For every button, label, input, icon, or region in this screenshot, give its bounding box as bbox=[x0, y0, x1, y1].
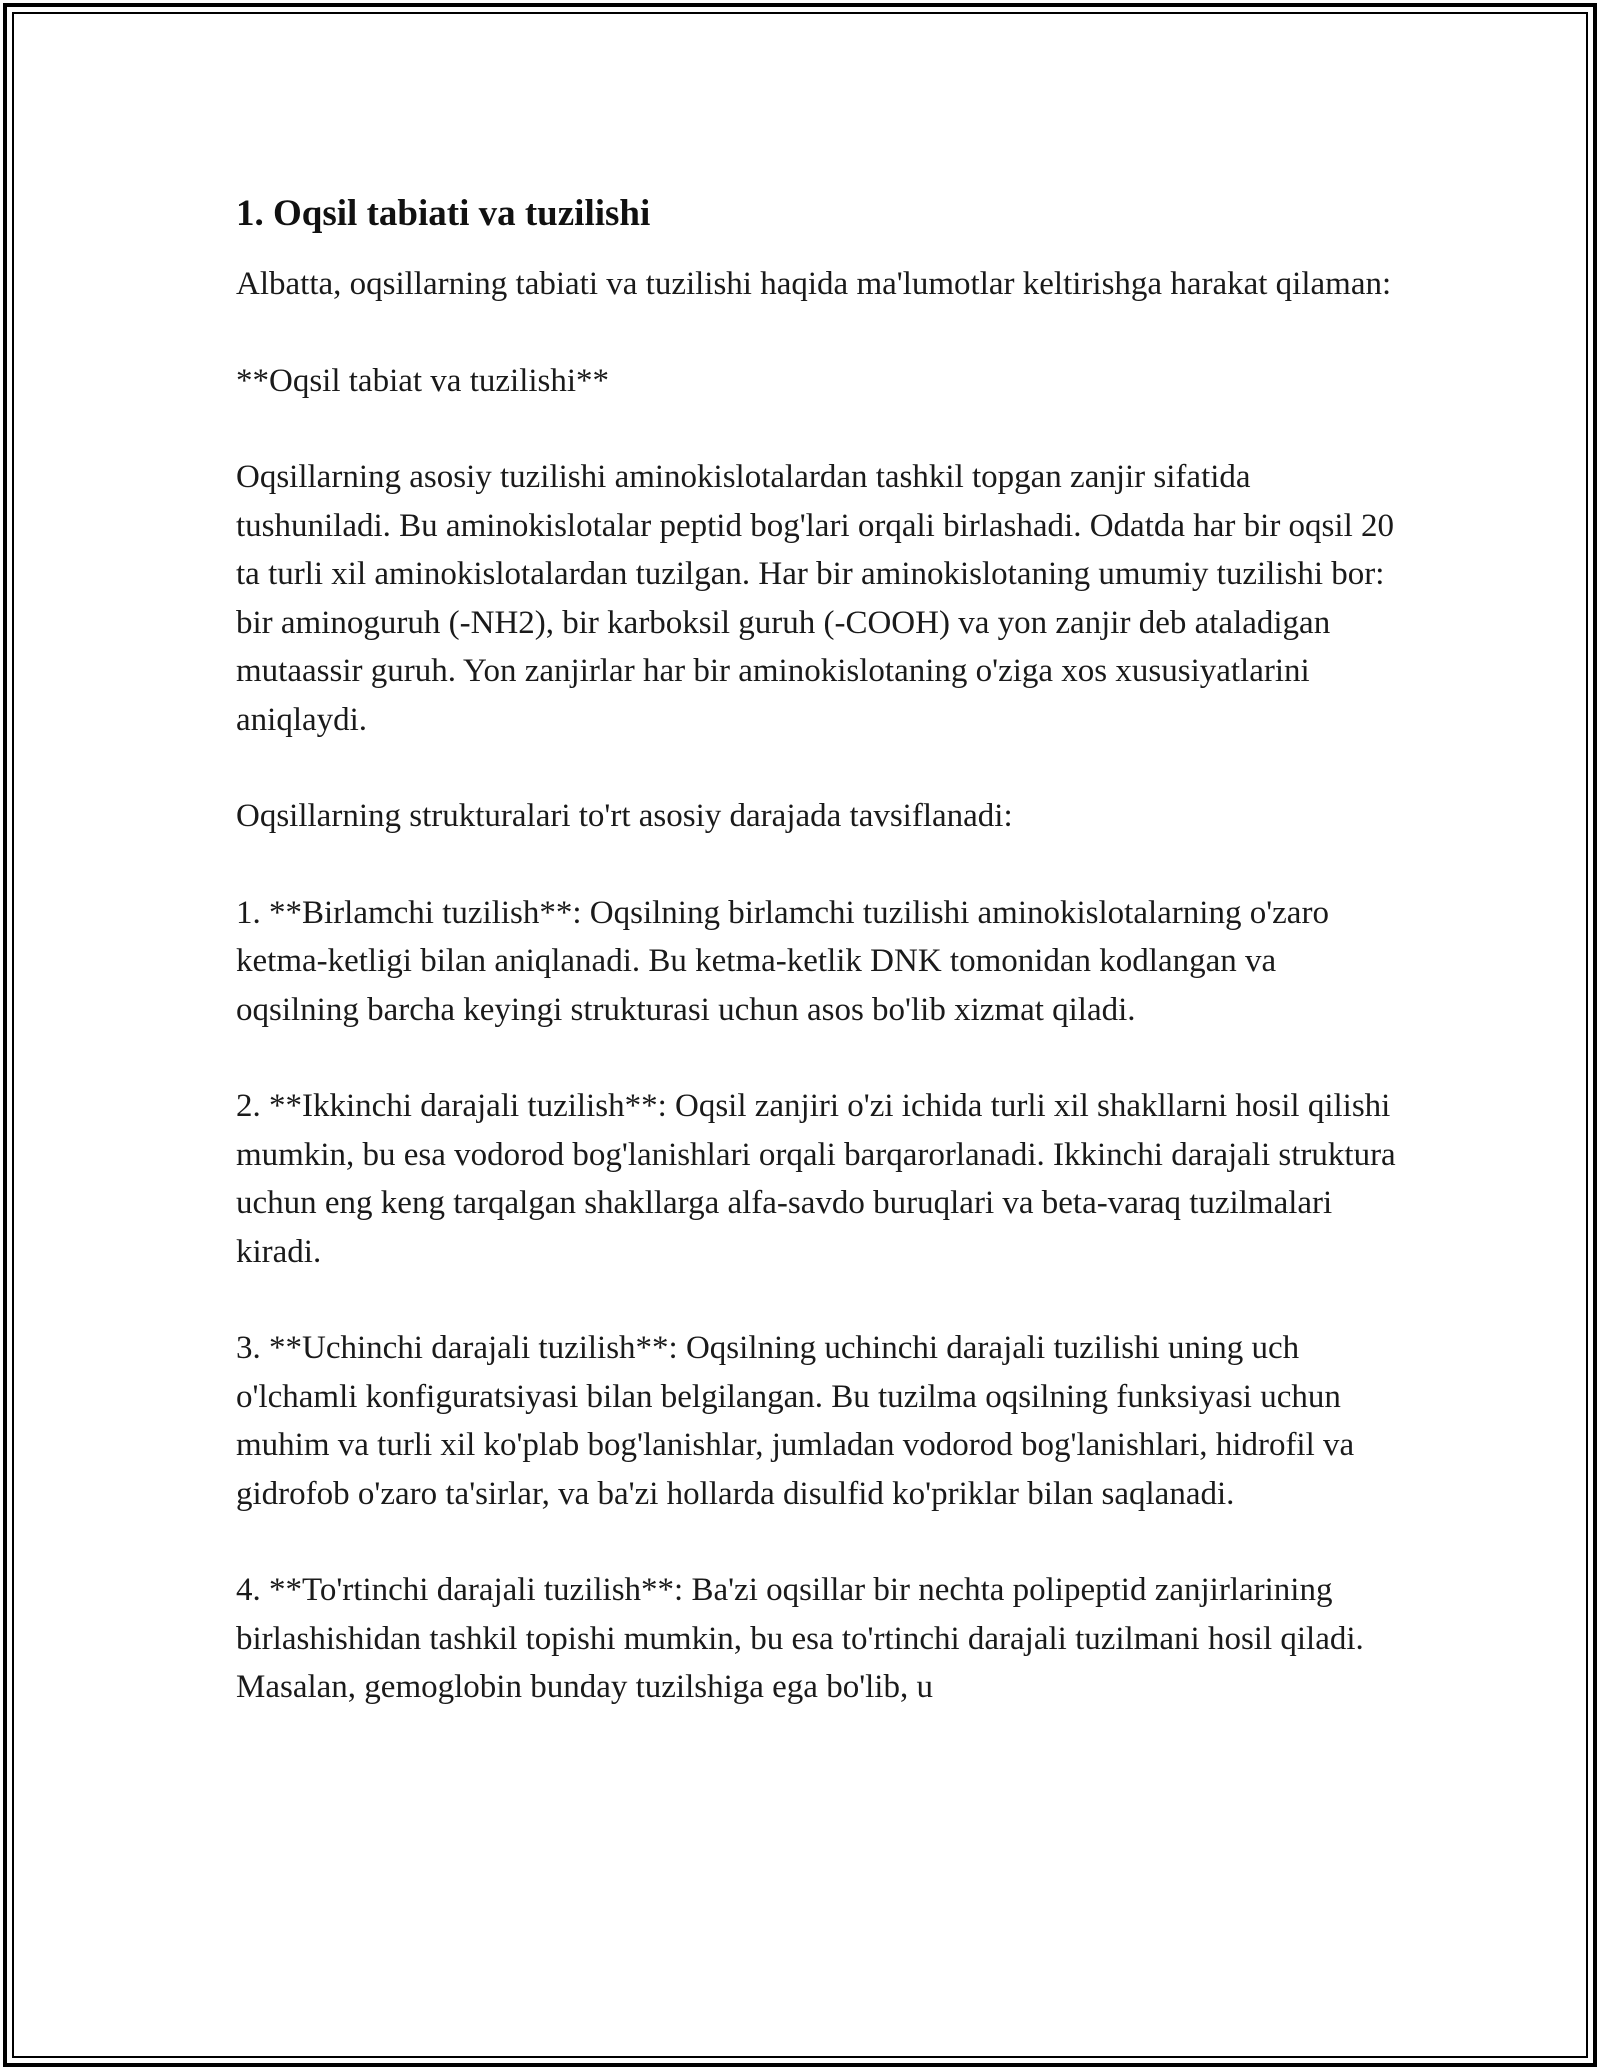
body-paragraph-2: Oqsillarning strukturalari to'rt asosiy darajada tavsiflanadi: bbox=[236, 798, 1013, 834]
subtitle-paragraph: **Oqsil tabiat va tuzilishi** bbox=[236, 362, 610, 399]
body-paragraph-1: Oqsillarning asosiy tuzilishi aminokislotalardan tashkil topgan zanjir sifatida tushuniladi. Bu aminokislotalar peptid bog'lari orqali birlashadi. Odatda har bir oqsil 20 ta turli xil aminokislotalardan tuzilgan. Har bir aminokislotaning umumiy tuzilishi bor: bir aminoguruh (-NH2), bir karboksil guruh (-COOH) va yon zanjir deb ataladigan mutaassir guruh. Yon zanjirlar har bir aminokislotaning o'ziga xos xususiyatlarini aniqlaydi. bbox=[236, 459, 1394, 738]
document-body bbox=[236, 188, 1396, 1712]
page-title: 1. Oqsil tabiati va tuzilishi bbox=[236, 193, 651, 234]
list-item-2: 2. **Ikkinchi darajali tuzilish**: Oqsil zanjiri o'zi ichida turli xil shakllarni hosil qilishi mumkin, bu esa vodorod bog'lanishlari orqali barqarorlanadi. Ikkinchi darajali struktura uchun eng keng tarqalgan shakllarga alfa-savdo buruqlari va beta-varaq tuzilmalari kiradi. bbox=[236, 1088, 1396, 1270]
list-item-3: 3. **Uchinchi darajali tuzilish**: Oqsilning uchinchi darajali tuzilishi uning uch o'lchamli konfiguratsiyasi bilan belgilangan. Bu tuzilma oqsilning funksiyasi uchun muhim va turli xil ko'plab bog'lanishlar, jumladan vodorod bog'lanishlari, hidrofil va gidrofob o'zaro ta'sirlar, va ba'zi hollarda disulfid ko'priklar bilan saqlanadi. bbox=[236, 1330, 1355, 1512]
list-item-4: 4. **To'rtinchi darajali tuzilish**: Ba'zi oqsillar bir nechta polipeptid zanjirlarining birlashishidan tashkil topishi mumkin, bu esa to'rtinchi darajali tuzilmani hosil qiladi. Masalan, gemoglobin bunday tuzilshiga ega bo'lib, u bbox=[236, 1572, 1364, 1705]
list-item-1: 1. **Birlamchi tuzilish**: Oqsilning birlamchi tuzilishi aminokislotalarning o'zaro ketma-ketligi bilan aniqlanadi. Bu ketma-ketlik DNK tomonidan kodlangan va oqsilning barcha keyingi strukturasi uchun asos bo'lib xizmat qiladi. bbox=[236, 894, 1329, 1028]
intro-paragraph: Albatta, oqsillarning tabiati va tuzilishi haqida ma'lumotlar keltirishga harakat qilaman: bbox=[236, 266, 1392, 302]
